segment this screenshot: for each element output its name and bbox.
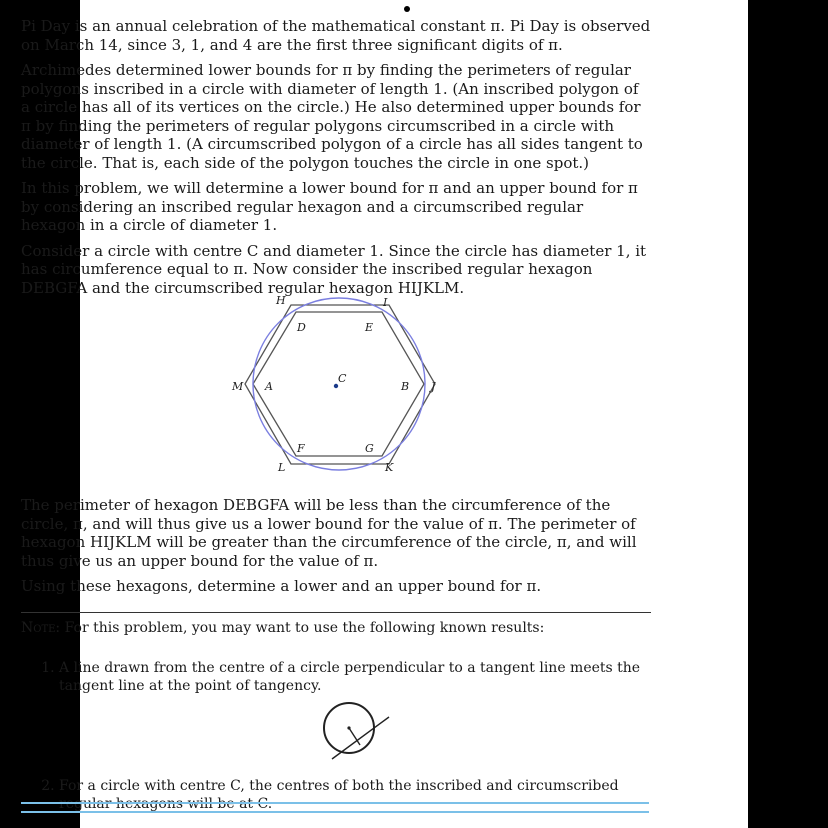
note-heading — [21, 619, 651, 638]
label-b: B — [401, 380, 410, 393]
note-list — [21, 659, 651, 813]
tangent-figure — [59, 701, 659, 767]
note-label: Note — [21, 619, 56, 636]
ruled-line — [21, 811, 649, 813]
tangent-centre — [347, 726, 350, 729]
label-j: J — [431, 380, 436, 393]
hexagon-figure — [21, 294, 651, 482]
label-d: D — [297, 321, 306, 334]
page-indicator-dot — [404, 6, 410, 12]
note-divider — [21, 612, 651, 613]
hexagon-diagram — [21, 294, 651, 482]
ruled-line — [21, 802, 649, 804]
note-item-1-text: A line drawn from the centre of a circle perpendicular to a tangent line meets the tangent line at the point of tangency. — [59, 660, 641, 694]
paragraph-task: Using these hexagons, determine a lower and an upper bound for π. — [21, 577, 542, 595]
label-h: H — [276, 294, 286, 307]
label-f: F — [297, 442, 305, 455]
label-g: G — [365, 442, 374, 455]
label-m: M — [232, 380, 244, 393]
paragraph-intro: Pi Day is an annual celebration of the mathematical constant π. Pi Day is observed on March 14, since 3, 1, and 4 are the first three significant digits of π. — [21, 17, 651, 54]
paragraph-consider: Consider a circle with centre C and diameter 1. Since the circle has diameter 1, it has circumference equal to π. Now consider the inscribed regular hexagon DEBGFA and the circumscribed regular hexagon HIJKLM. — [21, 241, 647, 297]
note-item-2-text: For a circle with centre C, the centres of both the inscribed and circumscribed regular hexagons will be at C. — [59, 778, 619, 812]
label-k: K — [385, 461, 394, 474]
label-a: A — [265, 380, 273, 393]
paragraph-problem: In this problem, we will determine a lower bound for π and an upper bound for π by considering an inscribed regular hexagon and a circumscribed regular hexagon in a circle of diameter 1. — [21, 179, 638, 234]
tangent-line — [332, 717, 389, 759]
label-l: L — [278, 461, 286, 474]
tangent-diagram — [59, 701, 659, 767]
note-intro: : For this problem, you may want to use the following known results: — [55, 619, 545, 636]
note-item-1 — [59, 659, 651, 767]
ruled-lines — [21, 802, 649, 820]
problem-content — [21, 17, 651, 813]
label-e: E — [365, 321, 374, 334]
label-c: C — [338, 372, 347, 385]
paragraph-perimeter: The perimeter of hexagon DEBGFA will be less than the circumference of the circle, π, and will thus give us a lower bound for the value of π. The perimeter of hexagon HIJKLM will be greater than the circumference of the circle, π, and will thus give us an upper bound for the value of π. — [21, 496, 637, 570]
paragraph-archimedes: Archimedes determined lower bounds for π by finding the perimeters of regular polygons inscribed in a circle with diameter of length 1. (An inscribed polygon of a circle has all of its vertices on the circle.) He also determined upper bounds for π by finding the perimeters of regular polygons circumscribed in a circle with diameter of length 1. (A circumscribed polygon of a circle has all sides tangent to the circle. That is, each side of the polygon touches the circle in one spot.) — [21, 61, 643, 172]
label-i: I — [383, 296, 388, 309]
